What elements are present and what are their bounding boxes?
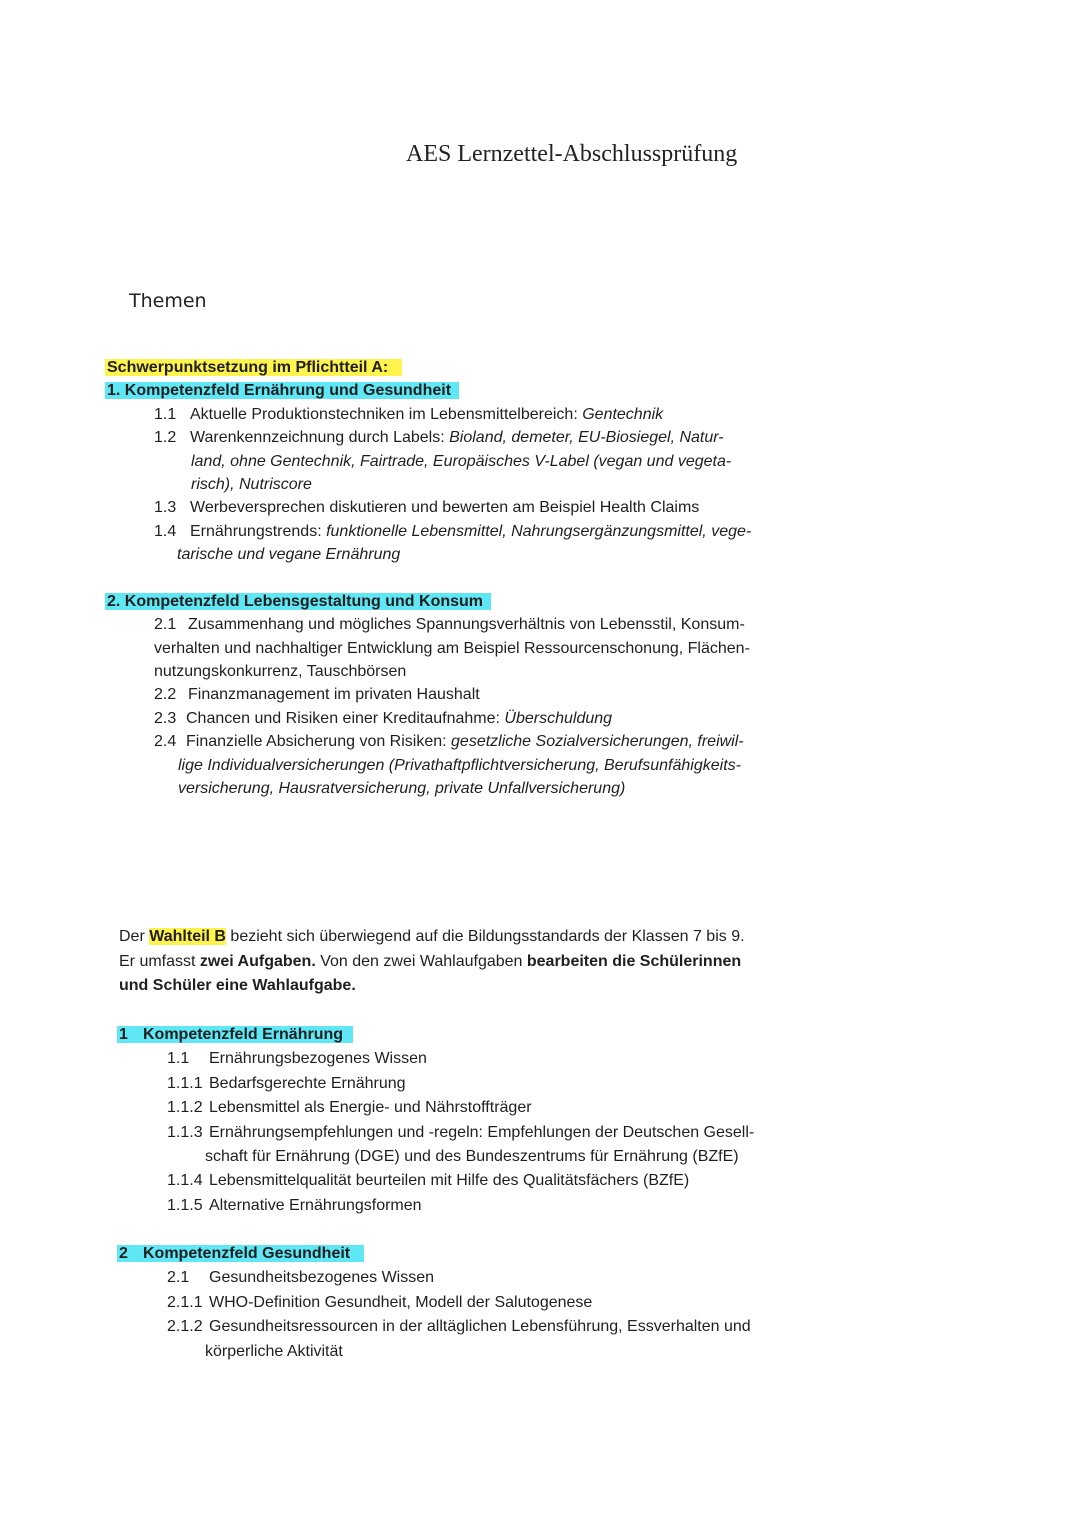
wahlteil-intro: Der Wahlteil B bezieht sich überwiegend auf die Bildungsstandards der Klassen 7 bis 9. Er umfasst zwei Aufgaben. Von den zwei Wahlaufgaben bearbeiten die Schülerinnen und Schüler eine Wahlaufgabe.	[119, 928, 745, 994]
list-item: 1.1.4 Lebensmittelqualität beurteilen mit Hilfe des Qualitätsfächers (BZfE)	[167, 1172, 690, 1190]
list-item-continuation: lige Individualversicherungen (Privathaftpflichtversicherung, Berufsunfähigkeits-	[178, 756, 741, 774]
list-item: 1.1.3 Ernährungsempfehlungen und -regeln: Empfehlungen der Deutschen Gesell-	[167, 1123, 755, 1141]
list-item: 2.1.1 WHO-Definition Gesundheit, Modell der Salutogenese	[167, 1293, 593, 1311]
list-item: 1.4 Ernährungstrends: funktionelle Lebensmittel, Nahrungsergänzungsmittel, vege-	[154, 522, 752, 540]
list-item-continuation: risch), Nutriscore	[191, 475, 312, 493]
list-item-continuation: schaft für Ernährung (DGE) und des Bundeszentrums für Ernährung (BZfE)	[205, 1147, 739, 1165]
wahlteil-highlight: Wahlteil B	[149, 928, 226, 945]
list-item: 1.1.2 Lebensmittel als Energie- und Nährstoffträger	[167, 1099, 532, 1117]
list-item: 1.3 Werbeversprechen diskutieren und bewerten am Beispiel Health Claims	[154, 499, 700, 517]
list-item: 2.3 Chancen und Risiken einer Kreditaufnahme: Überschuldung	[154, 709, 613, 727]
list-item-continuation: land, ohne Gentechnik, Fairtrade, Europäisches V-Label (vegan und vegeta-	[191, 452, 732, 470]
wahlteil-kf1	[119, 1023, 754, 1218]
section-label-themen: Themen	[129, 290, 207, 312]
list-item-continuation: tarische und vegane Ernährung	[177, 546, 401, 564]
document-title: AES Lernzettel-Abschlussprüfung	[406, 141, 738, 167]
kf1-heading: 1. Kompetenzfeld Ernährung und Gesundheit	[105, 382, 459, 399]
list-item-continuation: verhalten und nachhaltiger Entwicklung am Beispiel Ressourcenschonung, Flächen-	[154, 639, 750, 657]
pflichtteil-heading: Schwerpunktsetzung im Pflichtteil A:	[105, 359, 402, 376]
wahlteil-kf1-heading: 1 Kompetenzfeld Ernährung	[117, 1026, 353, 1043]
list-item: 2.1 Gesundheitsbezogenes Wissen	[167, 1269, 435, 1287]
list-item: 2.1 Zusammenhang und mögliches Spannungsverhältnis von Lebensstil, Konsum-	[154, 616, 745, 634]
list-item: 1.1 Aktuelle Produktionstechniken im Lebensmittelbereich: Gentechnik	[154, 405, 664, 423]
list-item: 2.4 Finanzielle Absicherung von Risiken: gesetzliche Sozialversicherungen, freiwil-	[154, 733, 744, 751]
list-item: 2.1.2 Gesundheitsressourcen in der alltäglichen Lebensführung, Essverhalten und	[167, 1318, 751, 1336]
list-item: 2.2 Finanzmanagement im privaten Haushalt	[154, 686, 480, 704]
list-item: 1.1.1 Bedarfsgerechte Ernährung	[167, 1074, 406, 1092]
list-item-continuation: nutzungskonkurrenz, Tauschbörsen	[154, 663, 407, 681]
kf2-heading: 2. Kompetenzfeld Lebensgestaltung und Konsum	[105, 593, 491, 610]
list-item-continuation: körperliche Aktivität	[205, 1342, 343, 1360]
list-item-continuation: versicherung, Hausratversicherung, private Unfallversicherung)	[178, 780, 626, 798]
wahlteil-kf2-heading: 2 Kompetenzfeld Gesundheit	[117, 1245, 364, 1262]
pflichtteil-section	[107, 356, 751, 800]
list-item: 1.1.5 Alternative Ernährungsformen	[167, 1196, 422, 1214]
list-item: 1.1 Ernährungsbezogenes Wissen	[167, 1050, 427, 1068]
wahlteil-kf2	[119, 1242, 751, 1364]
list-item: 1.2 Warenkennzeichnung durch Labels: Bioland, demeter, EU-Biosiegel, Natur-	[154, 429, 724, 447]
